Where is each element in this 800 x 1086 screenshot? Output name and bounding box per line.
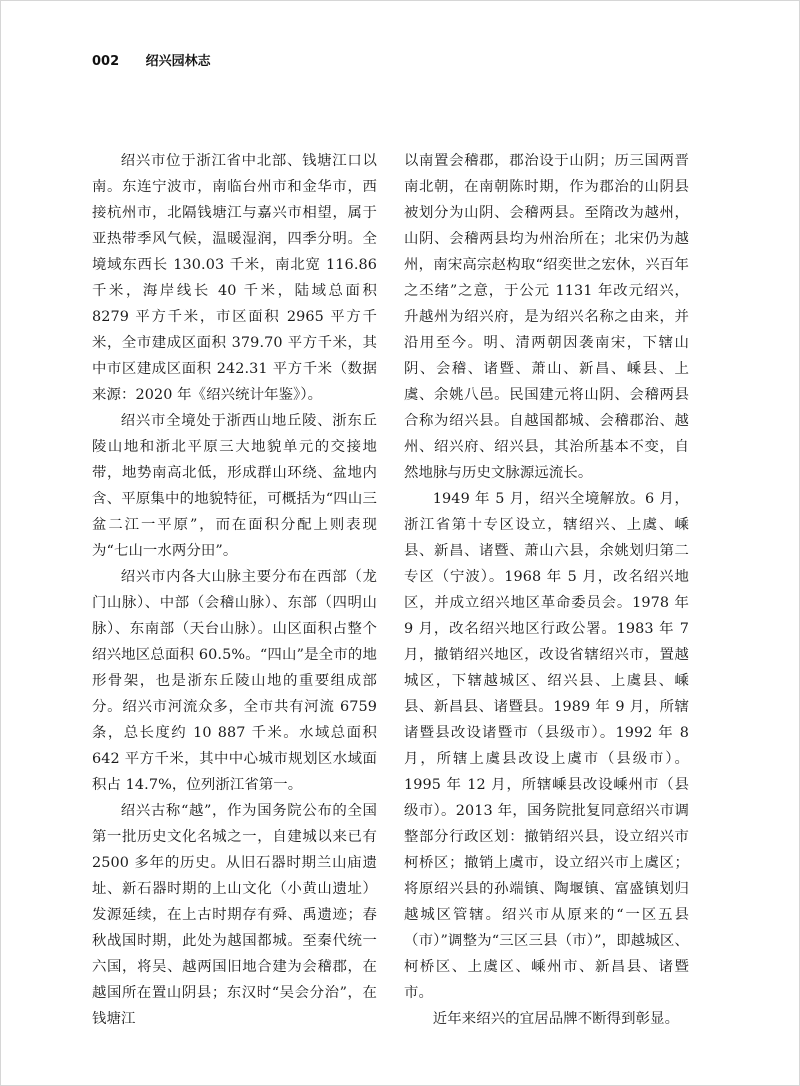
paragraph-location: 绍兴市位于浙江省中北部、钱塘江口以南。东连宁波市，南临台州市和金华市，西接杭州市，北隔钱塘江与嘉兴市相望，属于亚热带季风气候，温暖湿润，四季分明。全境域东西长 130.03 千米，南北宽 116.86 千米，海岸线长 40 千米，陆域总面积 8279 平方千米，市区面积 2965 平方千米，全市建成区面积 379.70 平方千米，其中市区建成区面积 242.31 平方千米（数据来源：2020 年《绍兴统计年鉴》）。: [92, 153, 377, 403]
paragraph-history: 绍兴古称“越”，作为国务院公布的全国第一批历史文化名城之一，自建城以来已有 2500 多年的历史。从旧石器时期兰山庙遗址、新石器时期的上山文化（小黄山遗址）发源延续，在上古时期存有舜、禹遗迹；春秋战国时期，此处为越国都城。至秦代统一六国，将吴、越两国旧地合建为会稽郡，在越国所在置山阴县；东汉时“吴会分治”，在钱塘江: [92, 803, 377, 1027]
paragraph-topography: 绍兴市全境处于浙西山地丘陵、浙东丘陵山地和浙北平原三大地貌单元的交接地带，地势南高北低，形成群山环绕、盆地内含、平原集中的地貌特征，可概括为“四山三盆二江一平原”，而在面积分配上则表现为“七山一水两分田”。: [92, 413, 377, 559]
left-column: [92, 148, 377, 1032]
page-number: 002: [92, 54, 120, 69]
paragraph-history-continued: 以南置会稽郡，郡治设于山阴；历三国两晋南北朝，在南朝陈时期，作为郡治的山阴县被划分为山阴、会稽两县。至隋改为越州，山阴、会稽两县均为州治所在；北宋仍为越州，南宋高宗赵构取“绍奕世之宏休，兴百年之丕绪”之意，于公元 1131 年改元绍兴，升越州为绍兴府，是为绍兴名称之由来，并沿用至今。明、清两朝因袭南宋，下辖山阴、会稽、诸暨、萧山、新昌、嵊县、上虞、余姚八邑。民国建元将山阴、会稽两县合称为绍兴县。自越国都城、会稽郡治、越州、绍兴府、绍兴县，其治所基本不变，自然地脉与历史文脉源远流长。: [404, 153, 689, 481]
paragraph-mountains-rivers: 绍兴市内各大山脉主要分布在西部（龙门山脉）、中部（会稽山脉）、东部（四明山脉）、东南部（天台山脉）。山区面积占整个绍兴地区总面积 60.5%。“四山”是全市的地形骨架，也是浙东丘陵山地的重要组成部分。绍兴市河流众多，全市共有河流 6759 条，总长度约 10 887 千米。水域总面积 642 平方千米，其中中心城市规划区水域面积占 14.7%，位列浙江省第一。: [92, 569, 377, 793]
paragraph-administrative-changes: 1949 年 5 月，绍兴全境解放。6 月，浙江省第十专区设立，辖绍兴、上虞、嵊县、新昌、诸暨、萧山六县，余姚划归第二专区（宁波）。1968 年 5 月，改名绍兴地区，并成立绍兴地区革命委员会。1978 年 9 月，改名绍兴地区行政公署。1983 年 7 月，撤销绍兴地区，改设省辖绍兴市，置越城区，下辖越城区、绍兴县、上虞县、嵊县、新昌县、诸暨县。1989 年 9 月，所辖诸暨县改设诸暨市（县级市）。1992 年 8 月，所辖上虞县改设上虞市（县级市）。1995 年 12 月，所辖嵊县改设嵊州市（县级市）。2013 年，国务院批复同意绍兴市调整部分行政区划：撤销绍兴县，设立绍兴市柯桥区；撤销上虞市，设立绍兴市上虞区；将原绍兴县的孙端镇、陶堰镇、富盛镇划归越城区管辖。绍兴市从原来的“一区五县（市）”调整为“三区三县（市）”，即越城区、柯桥区、上虞区、嵊州市、新昌县、诸暨市。: [404, 491, 689, 1001]
running-header: [92, 50, 211, 69]
paragraph-livability: 近年来绍兴的宜居品牌不断得到彰显。: [432, 1011, 680, 1027]
right-column: [404, 148, 689, 1032]
book-title: 绍兴园林志: [145, 54, 211, 69]
